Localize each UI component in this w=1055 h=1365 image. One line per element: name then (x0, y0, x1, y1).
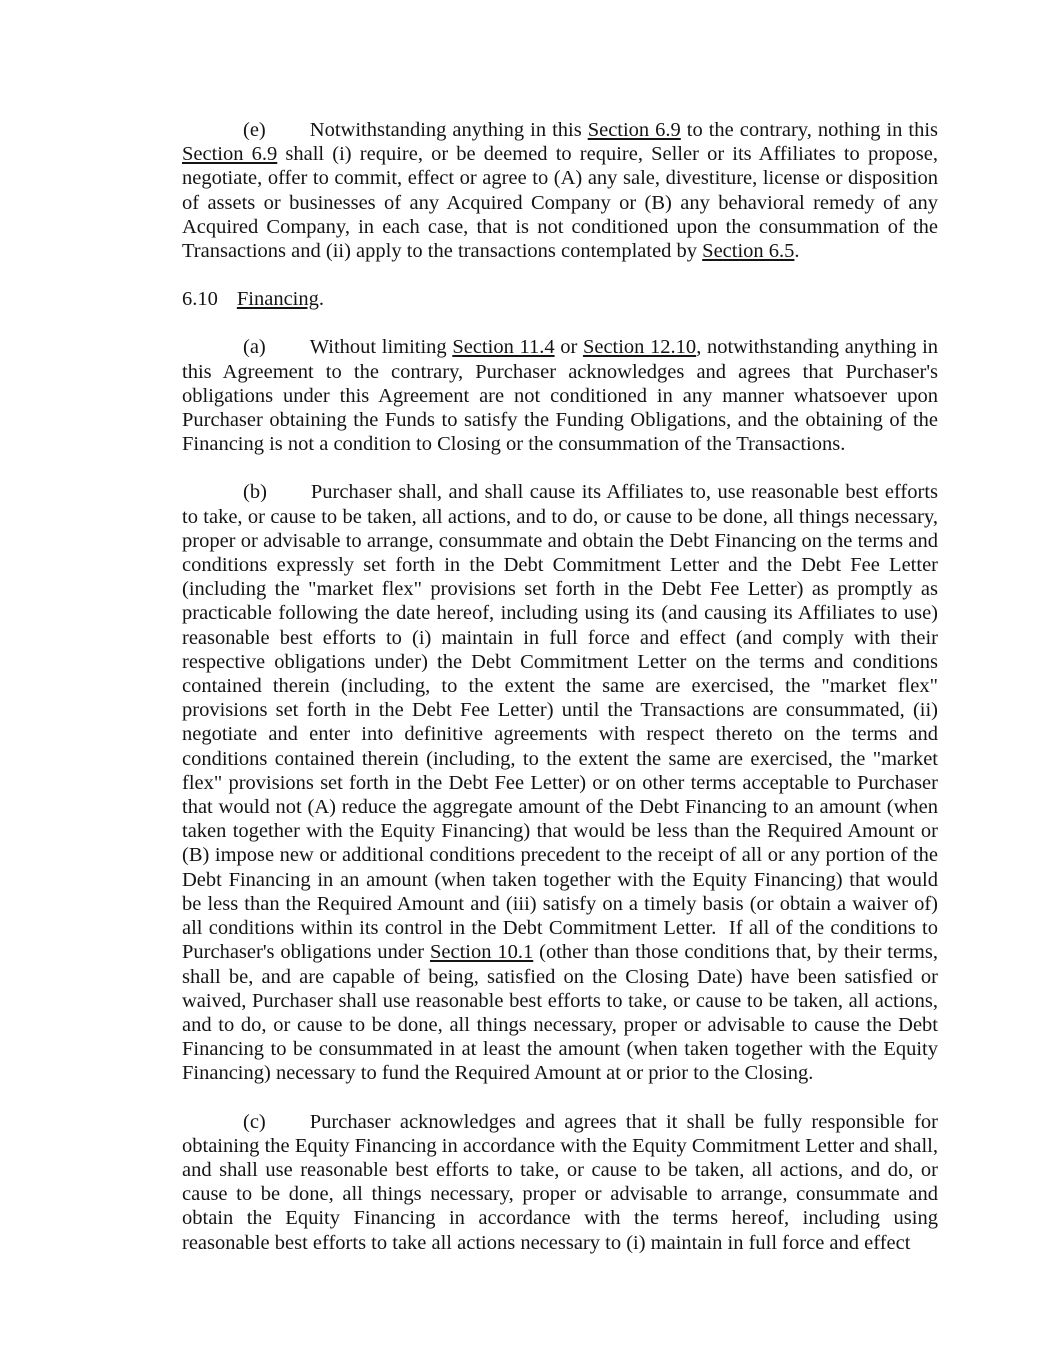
text-segment: . (794, 240, 800, 263)
text-segment: Notwithstanding anything in this (309, 119, 588, 141)
paragraph-label-b: (b) (243, 481, 267, 504)
text-segment: (other than those conditions that, by their terms, shall be, and are capable of being, satisfied on the Closing Date) have been satisfied or waived, Purchaser shall use reasonable best efforts to take, or cause to be taken, all actions, and to do, or cause to be done, all things necessary, proper or advisable to cause the Debt Financing to be consummated in at least the amount (when taken together with the Equity Financing) necessary to fund the Required Amount at or prior to the Closing. (182, 941, 938, 1085)
paragraph-a (182, 335, 938, 456)
paragraph-label-e: (e) (243, 119, 266, 141)
paragraph-b-text (182, 481, 938, 1084)
page-content (182, 118, 938, 1279)
section-reference: Section 10.1 (429, 941, 534, 964)
section-reference: Section 6.5 (702, 240, 795, 263)
paragraph-b (182, 480, 938, 1085)
section-reference: Financing (236, 288, 319, 311)
text-segment: Purchaser shall, and shall cause its Affiliates to, use reasonable best efforts to take, or cause to be taken, all actions, and to do, or cause to be done, all things necessary, proper or advisable to arrange, consummate and obtain the Debt Financing on the terms and conditions expressly set forth in the Debt Commitment Letter and the Debt Fee Letter (including the "market flex" provisions set forth in the Debt Fee Letter) as promptly as practicable following the date hereof, including using its (and causing its Affiliates to use) reasonable best efforts to (i) maintain in full force and effect (and comply with their respective obligations under) the Debt Commitment Letter on the terms and conditions contained therein (including, to the extent the same are exercised, the "market flex" provisions set forth in the Debt Fee Letter) until the Transactions are consummated, (ii) negotiate and enter into definitive agreements with respect thereto on the terms and conditions contained therein (including, to the extent the same are exercised, the "market flex" provisions set forth in the Debt Fee Letter) or on other terms acceptable to Purchaser that would not (A) reduce the aggregate amount of the Debt Financing to an amount (when taken together with the Equity Financing) that would be less than the Required Amount or (B) impose new or additional conditions precedent to the receipt of all or any portion of the Debt Financing in an amount (when taken together with the Equity Financing) that would be less than the Required Amount and (iii) satisfy on a timely basis (or obtain a waiver of) all conditions within its control in the Debt Commitment Letter. If all of the conditions to Purchaser's obligations under (182, 481, 938, 964)
paragraph-e (182, 118, 938, 263)
text-segment: to the contrary, nothing in this (680, 119, 938, 141)
paragraph-label-a: (a) (243, 336, 266, 359)
section-reference: Section 11.4 (452, 336, 555, 359)
section-reference: Section 6.9 (182, 143, 278, 166)
paragraph-label-c: (c) (243, 1110, 266, 1133)
paragraph-c (182, 1110, 938, 1255)
text-segment: , notwithstanding anything in this Agreement to the contrary, Purchaser acknowledges and agrees that Purchaser's obligations under this Agreement are not conditioned in any manner whatsoever upon Purchaser obtaining the Funds to satisfy the Funding Obligations, and the obtaining of the Financing is not a condition to Closing or the consummation of the Transactions. (182, 336, 939, 456)
text-segment: . (318, 288, 324, 311)
paragraph-e-text (182, 119, 938, 262)
text-segment: Purchaser acknowledges and agrees that it shall be fully responsible for obtaining the Equity Financing in accordance with the Equity Commitment Letter and shall, and shall use reasonable best efforts to take, or cause to be taken, all actions, and do, or cause to be done, all things necessary, proper or advisable to arrange, consummate and obtain the Equity Financing in accordance with the terms hereof, including using reasonable best efforts to take all actions necessary to (i) maintain in full force and effect (182, 1110, 938, 1254)
paragraph-c-text (182, 1111, 938, 1254)
section-title (237, 288, 324, 310)
text-segment: Without limiting (309, 336, 453, 359)
section-heading-6-10 (182, 287, 938, 311)
paragraph-a-text (182, 336, 938, 455)
section-reference: Section 12.10 (582, 336, 697, 359)
section-reference: Section 6.9 (587, 119, 681, 141)
section-number: 6.10 (182, 288, 218, 311)
text-segment: shall (i) require, or be deemed to require, Seller or its Affiliates to propose, negotiate, offer to commit, effect or agree to (A) any sale, divestiture, license or disposition of assets or businesses of any Acquired Company or (B) any behavioral remedy of any Acquired Company, in each case, that is not conditioned upon the consummation of the Transactions and (ii) apply to the transactions contemplated by (182, 143, 938, 263)
text-segment: or (554, 336, 583, 359)
